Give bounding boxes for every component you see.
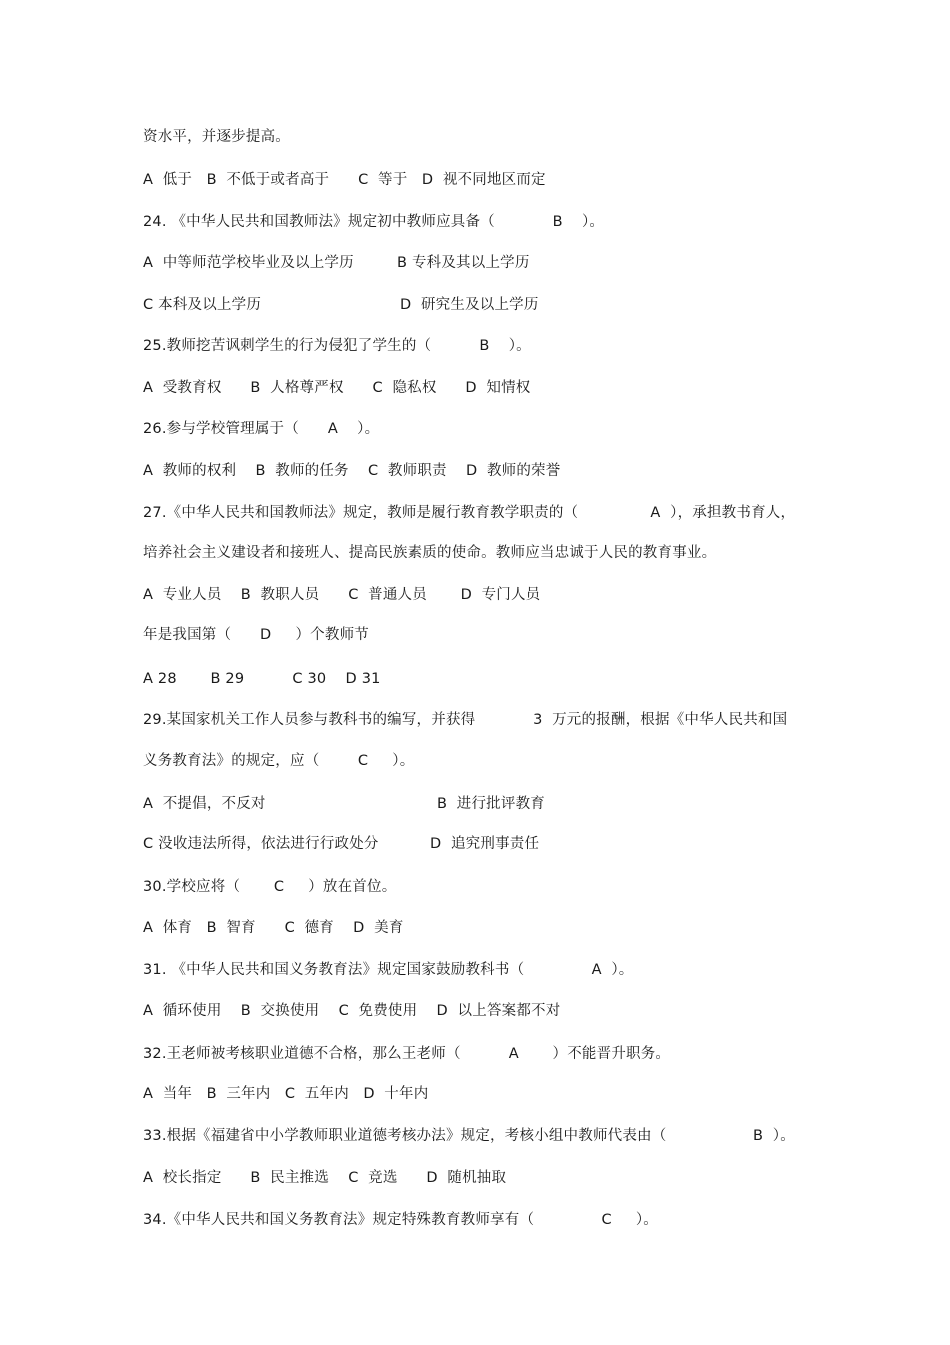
question-line: 34.《中华人民共和国义务教育法》规定特殊教育教师享有（ C ）。: [143, 1212, 659, 1228]
question-line: 29.某国家机关工作人员参与教科书的编写，并获得 3 万元的报酬，根据《中华人民共和国: [143, 712, 788, 728]
question-line: 资水平，并逐步提高。: [143, 129, 290, 145]
question-line: 义务教育法》的规定，应（ C ）。: [143, 753, 415, 769]
question-line: 培养社会主义建设者和接班人、提高民族素质的使命。教师应当忠诚于人民的教育事业。: [143, 545, 717, 561]
option-b: B 进行批评教育: [437, 796, 545, 812]
option-d: D 追究刑事责任: [430, 836, 540, 852]
question-line: 33.根据《福建省中小学教师职业道德考核办法》规定，考核小组中教师代表由（ B ）。: [143, 1128, 795, 1144]
option-c: C 没收违法所得，依法进行行政处分: [143, 836, 379, 852]
option-a: A 中等师范学校毕业及以上学历: [143, 255, 354, 271]
answer-options: A 当年 B 三年内 C 五年内 D 十年内: [143, 1086, 429, 1102]
answer-options: [143, 793, 545, 815]
answer-options: [143, 294, 539, 316]
option-a: A 不提倡，不反对: [143, 796, 266, 812]
question-line: 30.学校应将（ C ）放在首位。: [143, 879, 397, 895]
answer-options: A 28 B 29 C 30 D 31: [143, 671, 381, 687]
answer-options: [143, 833, 540, 855]
answer-options: [143, 252, 530, 274]
answer-options: A 校长指定 B 民主推选 C 竞选 D 随机抽取: [143, 1170, 507, 1186]
question-line: 27.《中华人民共和国教师法》规定，教师是履行教育教学职责的（ A ），承担教书育人，: [143, 505, 796, 521]
option-c: C 本科及以上学历: [143, 297, 262, 313]
question-line: 25.教师挖苦讽刺学生的行为侵犯了学生的（ B ）。: [143, 338, 531, 354]
answer-options: A 专业人员 B 教职人员 C 普通人员 D 专门人员: [143, 587, 541, 603]
answer-options: A 受教育权 B 人格尊严权 C 隐私权 D 知情权: [143, 380, 531, 396]
question-line: 24. 《中华人民共和国教师法》规定初中教师应具备（ B ）。: [143, 214, 605, 230]
answer-options: A 低于 B 不低于或者高于 C 等于 D 视不同地区而定: [143, 172, 546, 188]
question-line: 26.参与学校管理属于（ A ）。: [143, 421, 380, 437]
option-d: D 研究生及以上学历: [400, 297, 539, 313]
question-line: 31. 《中华人民共和国义务教育法》规定国家鼓励教科书（ A ）。: [143, 962, 634, 978]
question-line: 年是我国第（ D ）个教师节: [143, 627, 369, 643]
question-line: 32.王老师被考核职业道德不合格，那么王老师（ A ）不能晋升职务。: [143, 1046, 671, 1062]
answer-options: A 教师的权利 B 教师的任务 C 教师职责 D 教师的荣誉: [143, 463, 561, 479]
option-b: B 专科及其以上学历: [397, 255, 530, 271]
answer-options: A 循环使用 B 交换使用 C 免费使用 D 以上答案都不对: [143, 1003, 561, 1019]
answer-options: A 体育 B 智育 C 德育 D 美育: [143, 920, 404, 936]
